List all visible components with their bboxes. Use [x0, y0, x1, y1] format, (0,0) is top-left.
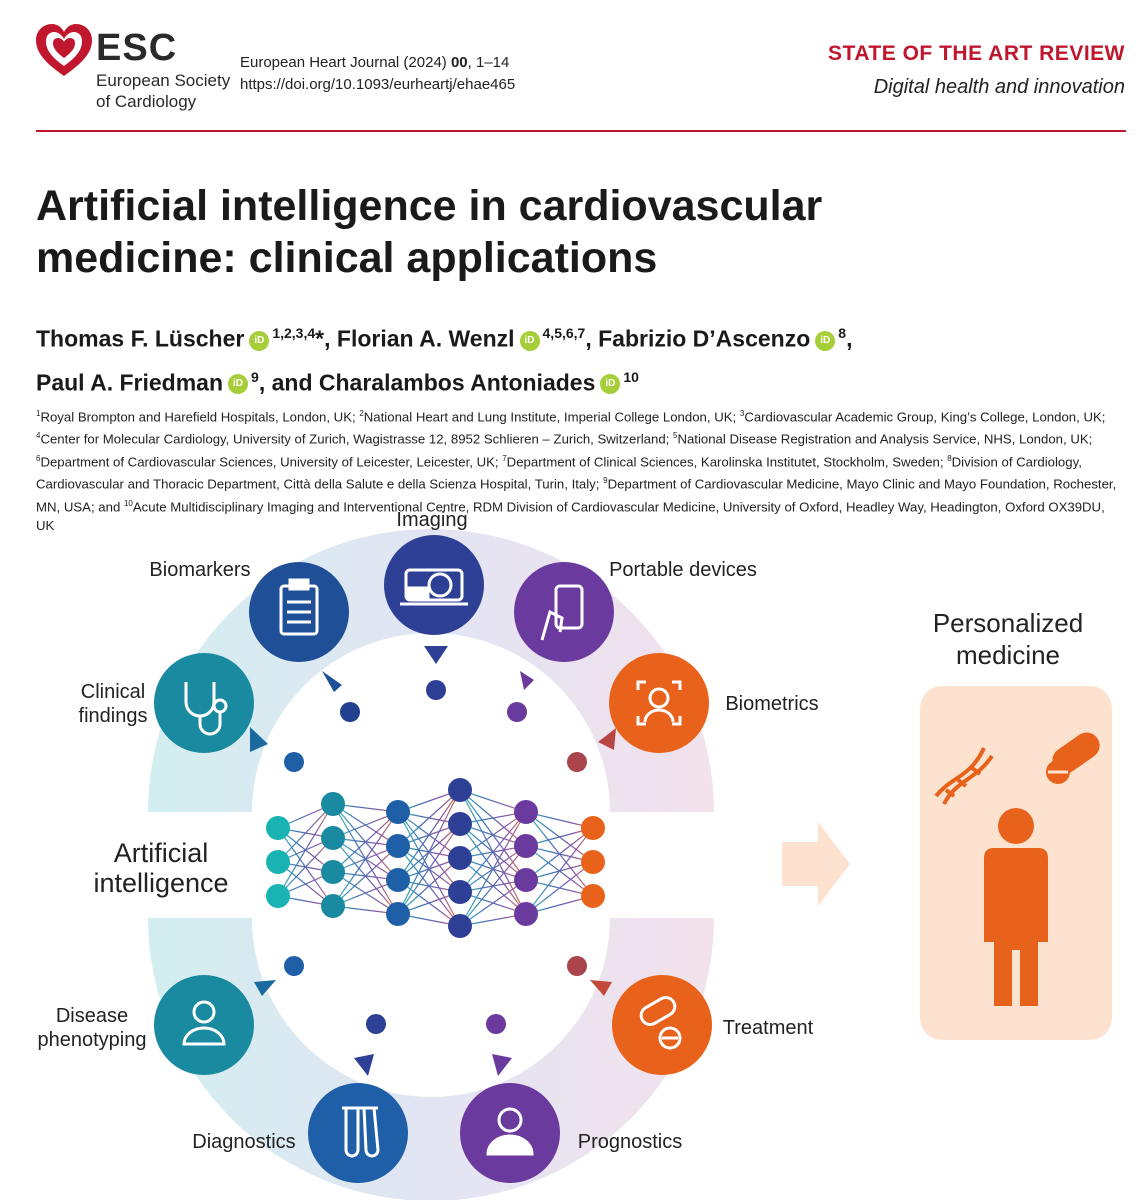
ring-dot [366, 1014, 386, 1034]
clinical-findings-label-2: findings [78, 705, 148, 727]
network-node [448, 778, 472, 802]
network-node [266, 816, 290, 840]
ai-label-line2: intelligence [93, 868, 229, 898]
imaging-node [384, 535, 484, 635]
affiliations: $^1$Royal Brompton and Harefield Hospitals, London, UK; $^2$National Heart and Lung Institute, Imperial College London, UK; $^3$Cardiovascular Academic Group, King’s College, London, UK; $^4$Center for Molecular Cardiology, University of Zurich, Wagistrasse 12, 8952 Schlieren – Zurich, Switzerland; $^5$National Disease Registration and Analysis Service, NHS, London, UK; $^6$Department of Cardiovascular Sciences, University of Leicester, Leicester, UK; $^7$Department of Clinical Sciences, Karolinska Institutet, Stockholm, Sweden; $^8$Division of Cardiology, Cardiovascular and Thoracic Department, Città della Salute e della Scienza Hospital, Turin, Italy; $^9$Department of Cardiovascular Medicine, Mayo Clinic and Mayo Foundation, Rochester, MN, USA; and $^{10}$Acute Multidisciplinary Imaging and Interventional Centre, RDM Division of Cardiovascular Medicine, University of Oxford, Headley Way, Headington, Oxford OX39DU, UK [36, 409, 1117, 533]
journal-citation [240, 52, 515, 96]
author-list: Thomas F. Lüscher iD $^{1,2,3,4}$*, Florian A. Wenzl iD $^{4,5,6,7}$, Fabrizio D’Ascenzo iD $^8$, Paul A. Friedman iD $^9$, and Charalambos Antoniades iD $^{10}$ [36, 325, 853, 396]
network-node [514, 800, 538, 824]
doi-link[interactable]: https://doi.org/10.1093/eurheartj/ehae465 [240, 76, 516, 93]
ring-dot [486, 1014, 506, 1034]
author-name: Thomas F. Lüscher [36, 325, 245, 352]
header-divider [36, 130, 1126, 132]
upper-white-arc [268, 683, 594, 805]
network-node [581, 884, 605, 908]
affiliation: Division of Cardiology, Cardiovascular and Thoracic Department, Città della Salute e della Scienza Hospital, Turin, Italy; [36, 454, 1082, 492]
orcid-icon[interactable]: iD [228, 374, 248, 394]
graphical-abstract [0, 500, 1141, 1200]
treatment-label: Treatment [722, 1017, 814, 1039]
diagnostics-node [308, 1083, 408, 1183]
arrow-diagnostics-icon [354, 1054, 374, 1076]
imaging-label: Imaging [396, 509, 468, 531]
arrow-prognostics-icon [492, 1054, 512, 1076]
affiliation: National Heart and Lung Institute, Imperial College London, UK; [363, 409, 740, 425]
author-name: Florian A. Wenzl [336, 325, 515, 352]
network-edge [278, 804, 333, 896]
prognostics-label: Prognostics [577, 1131, 683, 1153]
right-arrow-icon [782, 822, 850, 906]
network-node [386, 902, 410, 926]
network-edge [333, 812, 398, 906]
network-node [514, 902, 538, 926]
author-affil-ref: 4,5,6,7 [542, 325, 586, 341]
author-name: Fabrizio D’Ascenzo [598, 325, 811, 352]
clinical-findings-label-1: Clinical [80, 681, 146, 703]
network-node [581, 816, 605, 840]
network-node [266, 884, 290, 908]
journal-section: Digital health and innovation [873, 76, 1125, 98]
network-node [386, 868, 410, 892]
portable-devices-node [514, 562, 614, 662]
clinical-findings-node [154, 653, 254, 753]
ai-label-line1: Artificial [113, 838, 209, 868]
arrow-portable-icon [520, 671, 534, 690]
network-node [321, 894, 345, 918]
ring-dot [284, 752, 304, 772]
orcid-icon[interactable]: iD [520, 331, 540, 351]
ring-dot [340, 702, 360, 722]
treatment-node [612, 975, 712, 1075]
biometrics-label: Biometrics [725, 693, 819, 715]
ring-dot [507, 702, 527, 722]
ring-dot [567, 956, 587, 976]
disease-phenotyping-label-2: phenotyping [37, 1029, 147, 1051]
journal-pages: , 1–14 [467, 54, 510, 71]
author-affil-ref: 8 [838, 325, 847, 341]
affiliation: Department of Clinical Sciences, Karolinska Institutet, Stockholm, Sweden; [506, 454, 948, 470]
affiliation: National Disease Registration and Analysis Service, NHS, London, UK; [677, 431, 1093, 447]
network-node [448, 846, 472, 870]
portable-devices-label: Portable devices [609, 559, 757, 581]
journal-name: European Heart Journal (2024) [240, 54, 447, 71]
network-node [321, 826, 345, 850]
arrow-imaging-icon [424, 646, 448, 664]
network-node [448, 914, 472, 938]
network-node [514, 834, 538, 858]
biomarkers-label: Biomarkers [149, 559, 251, 581]
network-node [386, 800, 410, 824]
personalized-label-2: medicine [955, 640, 1061, 670]
corresponding-mark: * [315, 325, 325, 352]
biomarkers-node [249, 562, 349, 662]
esc-logo-text: ESC [96, 27, 178, 69]
network-node [266, 850, 290, 874]
author-affil-ref: 10 [623, 368, 639, 385]
ring-dot [567, 752, 587, 772]
biometrics-node [609, 653, 709, 753]
lower-white-arc [270, 930, 592, 1030]
esc-heart-logo-icon [34, 22, 94, 80]
network-node [448, 880, 472, 904]
affiliation: Department of Cardiovascular Sciences, University of Leicester, Leicester, UK; [40, 454, 503, 470]
affiliation: Cardiovascular Academic Group, King’s College, London, UK; [744, 409, 1106, 425]
ring-dot [426, 680, 446, 700]
affiliation: Department of Cardiovascular Medicine, Mayo Clinic and Mayo Foundation, Rochester, MN, USA; and [36, 476, 1117, 514]
affiliation: Center for Molecular Cardiology, University of Zurich, Wagistrasse 12, 8952 Schlieren – Zurich, Switzerland; [40, 431, 673, 447]
orcid-icon[interactable]: iD [815, 331, 835, 351]
network-node [321, 860, 345, 884]
ring-dot [284, 956, 304, 976]
diagnostics-label: Diagnostics [192, 1131, 296, 1153]
personalized-label-1: Personalized [932, 608, 1084, 638]
network-node [386, 834, 410, 858]
author-affil-ref: 1,2,3,4 [272, 325, 316, 341]
article-type: STATE OF THE ART REVIEW [828, 42, 1125, 65]
journal-volume: 00 [450, 54, 468, 71]
disease-phenotyping-node [154, 975, 254, 1075]
article-title: Artificial intelligence in cardiovascular medicine: clinical applications [36, 182, 823, 282]
prognostics-node [460, 1083, 560, 1183]
author-affil-ref: 9 [251, 368, 259, 385]
orcid-icon[interactable]: iD [600, 374, 620, 394]
society-name: European Society of Cardiology [96, 71, 231, 111]
arrow-biomarkers-icon [322, 671, 342, 692]
affiliation: Acute Multidisciplinary Imaging and Interventional Centre, RDM Division of Cardiovascular Medicine, University of Oxford, Headley Way, Headington, Oxford OX39DU, UK [36, 498, 1105, 533]
network-node [448, 812, 472, 836]
disease-phenotyping-label-1: Disease [55, 1005, 129, 1027]
orcid-icon[interactable]: iD [249, 331, 269, 351]
author-name: Charalambos Antoniades [318, 369, 596, 396]
network-node [581, 850, 605, 874]
affiliation: Royal Brompton and Harefield Hospitals, London, UK; [40, 409, 360, 425]
network-node [514, 868, 538, 892]
network-node [321, 792, 345, 816]
author-name: Paul A. Friedman [36, 369, 224, 396]
